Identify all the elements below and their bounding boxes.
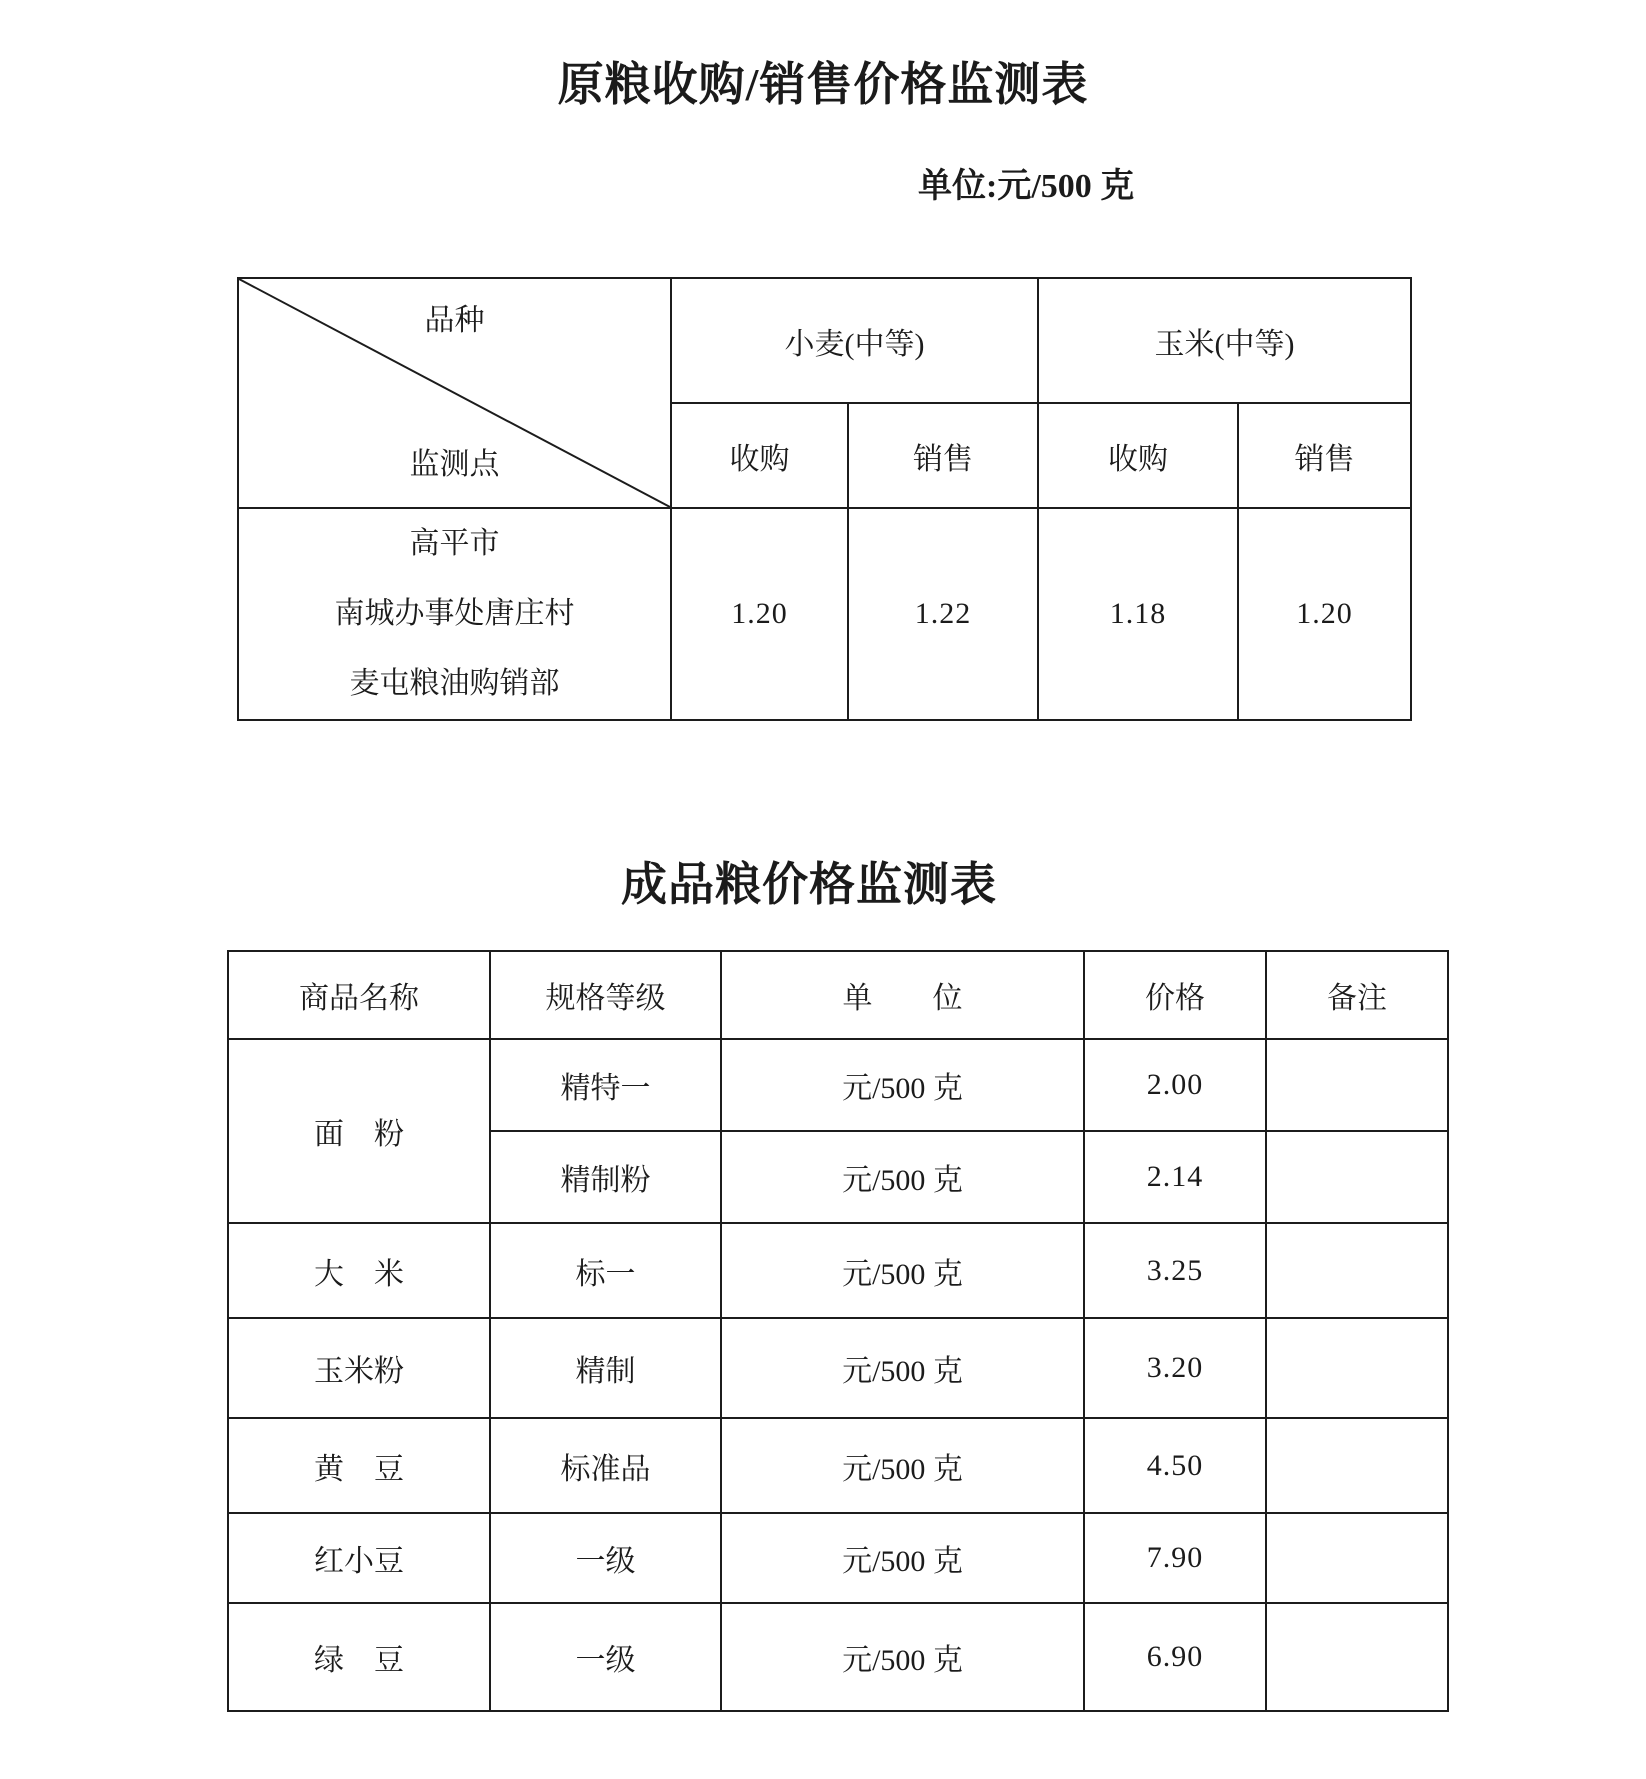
header-grade: 规格等级 xyxy=(490,951,721,1039)
corn-sale-price: 1.20 xyxy=(1238,508,1411,720)
unit-cell: 元/500 克 xyxy=(721,1131,1084,1223)
price-cell: 2.00 xyxy=(1084,1039,1266,1131)
unit-cell: 元/500 克 xyxy=(721,1039,1084,1131)
grade-cell: 精制 xyxy=(490,1318,721,1418)
grade-cell: 一级 xyxy=(490,1513,721,1603)
product-name-cell: 大 米 xyxy=(228,1223,490,1318)
table-row xyxy=(228,1603,1448,1711)
corn-purchase-price: 1.18 xyxy=(1038,508,1238,720)
header-product-name: 商品名称 xyxy=(228,951,490,1039)
price-cell: 6.90 xyxy=(1084,1603,1266,1711)
subheader-corn-purchase: 收购 xyxy=(1038,403,1238,508)
wheat-sale-price: 1.22 xyxy=(848,508,1038,720)
header-note: 备注 xyxy=(1266,951,1448,1039)
site-line-3: 麦屯粮油购销部 xyxy=(349,667,560,700)
col-group-corn: 玉米(中等) xyxy=(1038,278,1411,403)
table-row xyxy=(228,1039,1448,1131)
wheat-purchase-price: 1.20 xyxy=(671,508,848,720)
subheader-wheat-purchase: 收购 xyxy=(671,403,848,508)
subheader-corn-sale: 销售 xyxy=(1238,403,1411,508)
note-cell xyxy=(1266,1131,1448,1223)
header-price: 价格 xyxy=(1084,951,1266,1039)
col-group-wheat: 小麦(中等) xyxy=(671,278,1038,403)
raw-grain-table-title: 原粮收购/销售价格监测表 xyxy=(557,59,1089,110)
price-cell: 2.14 xyxy=(1084,1131,1266,1223)
monitor-point-axis-label: 监测点 xyxy=(409,448,500,481)
product-name-cell: 红小豆 xyxy=(228,1513,490,1603)
unit-cell: 元/500 克 xyxy=(721,1603,1084,1711)
site-line-2: 南城办事处唐庄村 xyxy=(334,597,575,630)
note-cell xyxy=(1266,1318,1448,1418)
price-cell: 7.90 xyxy=(1084,1513,1266,1603)
note-cell xyxy=(1266,1418,1448,1513)
price-cell: 4.50 xyxy=(1084,1418,1266,1513)
header-unit: 单 位 xyxy=(721,951,1084,1039)
table-row xyxy=(228,1418,1448,1513)
unit-cell: 元/500 克 xyxy=(721,1318,1084,1418)
note-cell xyxy=(1266,1513,1448,1603)
product-name-cell: 绿 豆 xyxy=(228,1603,490,1711)
monitor-point-cell xyxy=(238,508,671,720)
table-row xyxy=(228,1318,1448,1418)
unit-note: 单位:元/500 克 xyxy=(918,168,1135,205)
finished-grain-table xyxy=(227,950,1449,1712)
note-cell xyxy=(1266,1223,1448,1318)
unit-cell: 元/500 克 xyxy=(721,1418,1084,1513)
variety-axis-label: 品种 xyxy=(424,304,485,337)
grade-cell: 精制粉 xyxy=(490,1131,721,1223)
product-name-cell: 黄 豆 xyxy=(228,1418,490,1513)
finished-grain-table-title: 成品粮价格监测表 xyxy=(621,859,997,910)
grade-cell: 精特一 xyxy=(490,1039,721,1131)
price-cell: 3.25 xyxy=(1084,1223,1266,1318)
note-cell xyxy=(1266,1603,1448,1711)
site-line-1: 高平市 xyxy=(409,527,500,560)
grade-cell: 标一 xyxy=(490,1223,721,1318)
product-name-cell: 面 粉 xyxy=(228,1039,490,1223)
subheader-wheat-sale: 销售 xyxy=(848,403,1038,508)
grade-cell: 标准品 xyxy=(490,1418,721,1513)
raw-grain-table xyxy=(237,277,1412,721)
price-cell: 3.20 xyxy=(1084,1318,1266,1418)
product-name-cell: 玉米粉 xyxy=(228,1318,490,1418)
diagonal-header-cell xyxy=(238,278,671,508)
unit-cell: 元/500 克 xyxy=(721,1223,1084,1318)
table-row xyxy=(228,1223,1448,1318)
note-cell xyxy=(1266,1039,1448,1131)
table-row xyxy=(228,1513,1448,1603)
unit-cell: 元/500 克 xyxy=(721,1513,1084,1603)
grade-cell: 一级 xyxy=(490,1603,721,1711)
